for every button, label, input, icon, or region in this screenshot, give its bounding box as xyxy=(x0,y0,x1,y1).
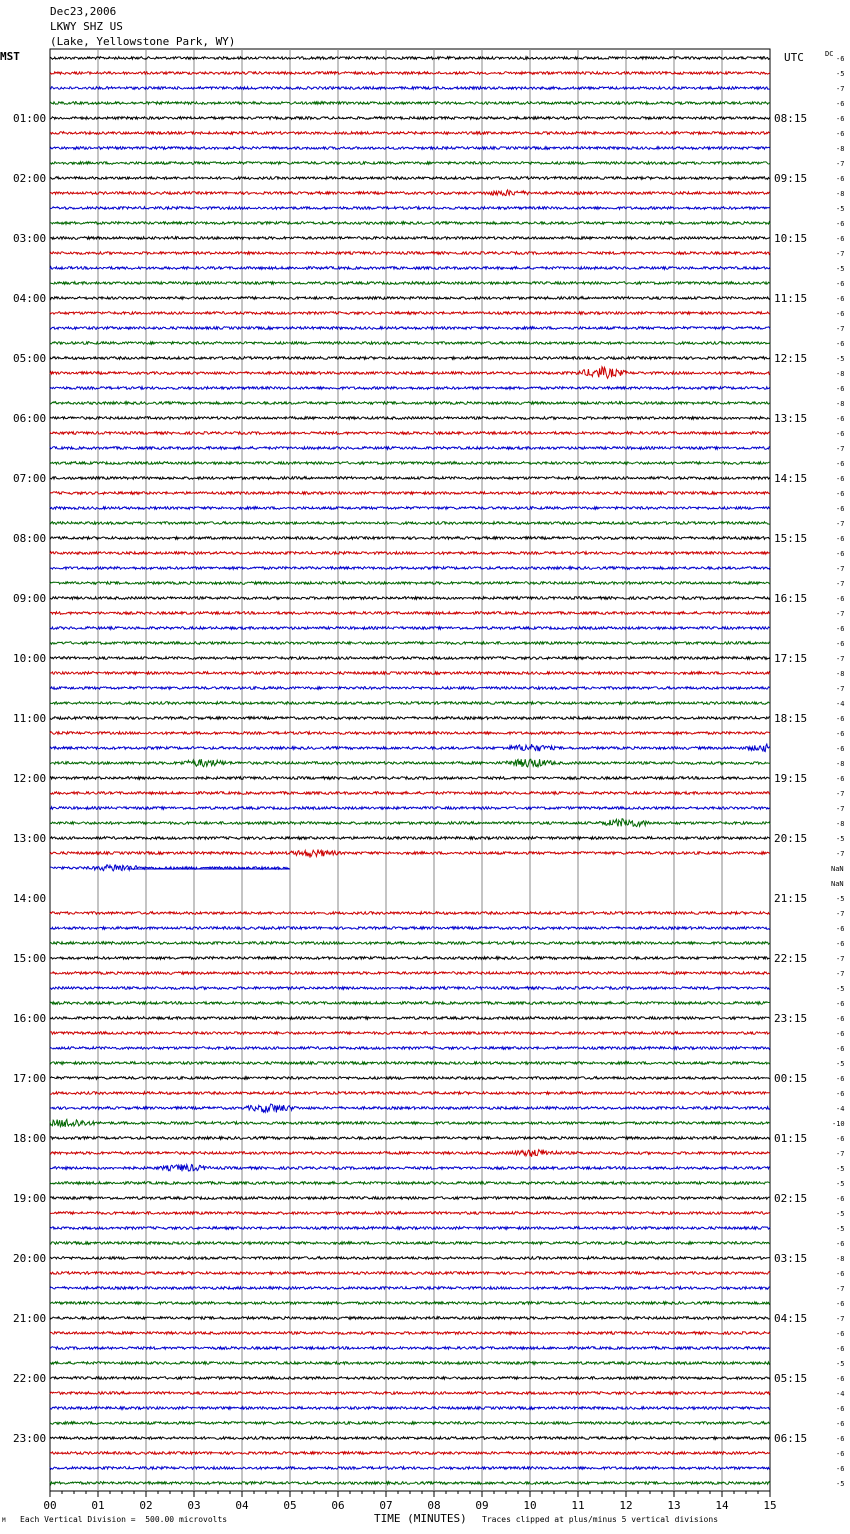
x-axis-title: TIME (MINUTES) xyxy=(374,1512,467,1525)
dc-offset-label: -6 xyxy=(836,1435,845,1443)
mst-hour-label: 04:00 xyxy=(13,292,47,305)
mst-hour-label: 20:00 xyxy=(13,1252,47,1265)
dc-offset-label: -7 xyxy=(836,445,845,453)
dc-offset-label: -6 xyxy=(836,595,845,603)
header-date: Dec23,2006 xyxy=(50,5,117,18)
dc-offset-label: -7 xyxy=(836,970,845,978)
trace-row xyxy=(50,207,770,210)
mst-hour-label: 19:00 xyxy=(13,1192,47,1205)
dc-offset-label: -6 xyxy=(836,925,845,933)
trace-row xyxy=(50,87,770,90)
dc-offset-label: -6 xyxy=(836,1045,845,1053)
dc-offset-label: -6 xyxy=(836,100,845,108)
dc-offset-label: -6 xyxy=(836,220,845,228)
dc-offset-label: -8 xyxy=(836,670,845,678)
x-tick-label: 07 xyxy=(379,1499,393,1512)
trace-row xyxy=(50,1377,770,1380)
dc-offset-label: -6 xyxy=(836,1000,845,1008)
dc-offset-labels xyxy=(831,55,845,1488)
trace-row xyxy=(50,567,770,570)
x-tick-label: 10 xyxy=(523,1499,537,1512)
trace-row xyxy=(50,132,770,135)
trace-row xyxy=(50,942,770,945)
dc-offset-label: -7 xyxy=(836,1150,845,1158)
dc-offset-label: -6 xyxy=(836,535,845,543)
trace-row xyxy=(50,1197,770,1200)
header-station: LKWY SHZ US xyxy=(50,20,123,33)
dc-offset-label: -8 xyxy=(836,145,845,153)
mst-hour-label: 03:00 xyxy=(13,232,47,245)
dc-offset-label: -6 xyxy=(836,1405,845,1413)
utc-hour-label: 20:15 xyxy=(774,832,808,845)
dc-offset-label: -6 xyxy=(836,475,845,483)
utc-hour-label: 15:15 xyxy=(774,532,808,545)
dc-offset-label: -5 xyxy=(836,1180,845,1188)
trace-row xyxy=(50,432,770,435)
dc-offset-label: -6 xyxy=(836,550,845,558)
dc-offset-label: -5 xyxy=(836,985,845,993)
seismic-traces xyxy=(50,57,770,1485)
x-tick-label: 08 xyxy=(427,1499,441,1512)
dc-offset-label: -5 xyxy=(836,70,845,78)
dc-offset-label: -6 xyxy=(836,430,845,438)
dc-offset-label: -7 xyxy=(836,955,845,963)
trace-row xyxy=(50,642,770,645)
trace-row xyxy=(50,597,770,600)
trace-row xyxy=(50,1257,770,1260)
trace-row xyxy=(50,957,770,960)
dc-offset-label: -6 xyxy=(836,1090,845,1098)
dc-offset-label: -5 xyxy=(836,1165,845,1173)
trace-row xyxy=(50,792,770,795)
dc-offset-label: -5 xyxy=(836,1225,845,1233)
trace-row xyxy=(50,507,770,510)
trace-row xyxy=(50,1017,770,1020)
utc-hour-label: 02:15 xyxy=(774,1192,808,1205)
trace-row xyxy=(50,462,770,465)
utc-hour-label: 23:15 xyxy=(774,1012,808,1025)
dc-offset-label: -4 xyxy=(836,1390,845,1398)
trace-row xyxy=(50,1092,770,1095)
utc-hour-label: 01:15 xyxy=(774,1132,808,1145)
trace-row xyxy=(50,687,770,690)
dc-offset-label: -7 xyxy=(836,160,845,168)
utc-hour-label: 04:15 xyxy=(774,1312,808,1325)
dc-offset-label: -8 xyxy=(836,190,845,198)
dc-offset-label: -6 xyxy=(836,1465,845,1473)
dc-offset-label: -6 xyxy=(836,55,845,63)
trace-row xyxy=(50,717,770,720)
mst-hour-label: 10:00 xyxy=(13,652,47,665)
mst-hour-label: 09:00 xyxy=(13,592,47,605)
mst-hour-label: 13:00 xyxy=(13,832,47,845)
dc-offset-label: -10 xyxy=(832,1120,845,1128)
trace-row xyxy=(50,522,770,525)
trace-row xyxy=(50,1452,770,1455)
mst-hour-label: 05:00 xyxy=(13,352,47,365)
trace-row xyxy=(50,819,770,827)
dc-offset-label: -7 xyxy=(836,790,845,798)
trace-row xyxy=(50,1032,770,1035)
mst-hour-label: 15:00 xyxy=(13,952,47,965)
dc-offset-label: -7 xyxy=(836,610,845,618)
dc-offset-label: -7 xyxy=(836,520,845,528)
trace-row xyxy=(50,552,770,555)
trace-row xyxy=(50,57,770,60)
trace-row xyxy=(50,117,770,120)
trace-row xyxy=(50,1182,770,1185)
dc-offset-label: -6 xyxy=(836,1375,845,1383)
trace-row xyxy=(50,267,770,270)
utc-hour-label: 00:15 xyxy=(774,1072,808,1085)
trace-row xyxy=(50,252,770,255)
dc-offset-label: -6 xyxy=(836,115,845,123)
trace-row xyxy=(50,1272,770,1275)
x-tick-label: 11 xyxy=(571,1499,585,1512)
minute-gridlines xyxy=(50,49,770,1491)
trace-row xyxy=(50,492,770,495)
dc-offset-label: -5 xyxy=(836,205,845,213)
dc-label: DC xyxy=(825,50,834,58)
dc-offset-label: -6 xyxy=(836,730,845,738)
trace-row xyxy=(50,342,770,345)
trace-row xyxy=(50,447,770,450)
dc-offset-label: -6 xyxy=(836,745,845,753)
dc-offset-label: -6 xyxy=(836,1450,845,1458)
dc-offset-label: -6 xyxy=(836,280,845,288)
utc-hour-label: 13:15 xyxy=(774,412,808,425)
mst-hour-label: 17:00 xyxy=(13,1072,47,1085)
mst-hour-label: 08:00 xyxy=(13,532,47,545)
trace-row xyxy=(50,1392,770,1395)
trace-row xyxy=(50,1302,770,1305)
dc-offset-label: -6 xyxy=(836,235,845,243)
trace-row xyxy=(50,357,770,360)
dc-offset-label: -7 xyxy=(836,1285,845,1293)
dc-offset-label: -7 xyxy=(836,250,845,258)
dc-offset-label: -6 xyxy=(836,415,845,423)
trace-row xyxy=(50,1212,770,1215)
trace-row xyxy=(50,190,770,196)
header-location: (Lake, Yellowstone Park, WY) xyxy=(50,35,236,48)
trace-row xyxy=(50,537,770,540)
corner-mark: M xyxy=(2,1517,6,1524)
trace-row xyxy=(50,297,770,300)
x-axis xyxy=(43,1491,776,1512)
dc-offset-label: -6 xyxy=(836,1030,845,1038)
trace-row xyxy=(50,927,770,930)
trace-row xyxy=(50,672,770,675)
mst-hour-label: 01:00 xyxy=(13,112,47,125)
dc-offset-label: -6 xyxy=(836,490,845,498)
dc-offset-label: -8 xyxy=(836,1255,845,1263)
x-tick-label: 06 xyxy=(331,1499,345,1512)
dc-offset-label: -6 xyxy=(836,640,845,648)
trace-row xyxy=(50,612,770,615)
trace-row xyxy=(50,1077,770,1080)
x-tick-label: 12 xyxy=(619,1499,633,1512)
trace-row xyxy=(50,744,770,752)
dc-offset-label: -6 xyxy=(836,1270,845,1278)
dc-offset-label: -7 xyxy=(836,565,845,573)
trace-row xyxy=(50,312,770,315)
trace-row xyxy=(50,850,770,857)
trace-row xyxy=(50,777,770,780)
trace-row xyxy=(50,1332,770,1335)
x-tick-label: 03 xyxy=(187,1499,201,1512)
dc-offset-label: -6 xyxy=(836,1420,845,1428)
dc-offset-label: -6 xyxy=(836,385,845,393)
dc-offset-label: -8 xyxy=(836,820,845,828)
mst-hour-label: 02:00 xyxy=(13,172,47,185)
dc-offset-label: -6 xyxy=(836,175,845,183)
dc-offset-label: -6 xyxy=(836,715,845,723)
dc-offset-label: -6 xyxy=(836,1330,845,1338)
dc-offset-label: -6 xyxy=(836,130,845,138)
trace-row xyxy=(50,1317,770,1320)
trace-row xyxy=(50,1150,770,1157)
trace-row xyxy=(50,1362,770,1365)
dc-offset-label: -7 xyxy=(836,655,845,663)
trace-row xyxy=(50,912,770,915)
dc-offset-label: NaN xyxy=(831,865,844,873)
dc-offset-label: -7 xyxy=(836,1315,845,1323)
dc-offset-label: -6 xyxy=(836,310,845,318)
mst-hour-label: 21:00 xyxy=(13,1312,47,1325)
x-tick-label: 09 xyxy=(475,1499,489,1512)
utc-hour-label: 10:15 xyxy=(774,232,808,245)
trace-row xyxy=(50,367,770,379)
trace-row xyxy=(50,837,770,840)
scale-note: Each Vertical Division = 500.00 microvolts xyxy=(20,1515,228,1524)
trace-row xyxy=(50,1467,770,1470)
dc-offset-label: -8 xyxy=(836,370,845,378)
utc-hour-label: 03:15 xyxy=(774,1252,808,1265)
x-tick-label: 13 xyxy=(667,1499,681,1512)
trace-row xyxy=(50,162,770,165)
dc-offset-label: -6 xyxy=(836,295,845,303)
utc-hour-label: 09:15 xyxy=(774,172,808,185)
dc-offset-label: -5 xyxy=(836,1210,845,1218)
trace-row xyxy=(50,1119,770,1127)
trace-row xyxy=(50,807,770,810)
dc-offset-label: -7 xyxy=(836,685,845,693)
x-tick-label: 14 xyxy=(715,1499,729,1512)
trace-row xyxy=(50,657,770,660)
trace-row xyxy=(50,1242,770,1245)
plot-frame xyxy=(50,49,770,1491)
dc-offset-label: -5 xyxy=(836,1360,845,1368)
dc-offset-label: -6 xyxy=(836,1240,845,1248)
dc-offset-label: -5 xyxy=(836,835,845,843)
mst-label: MST xyxy=(0,50,20,63)
dc-offset-label: -6 xyxy=(836,1345,845,1353)
trace-row xyxy=(50,1422,770,1425)
dc-offset-label: -5 xyxy=(836,265,845,273)
utc-hour-label: 19:15 xyxy=(774,772,808,785)
x-tick-label: 02 xyxy=(139,1499,153,1512)
dc-offset-label: -6 xyxy=(836,460,845,468)
trace-row xyxy=(50,1047,770,1050)
trace-row xyxy=(50,147,770,150)
dc-offset-label: -7 xyxy=(836,580,845,588)
trace-row xyxy=(50,1407,770,1410)
trace-row xyxy=(50,1347,770,1350)
dc-offset-label: -5 xyxy=(836,1480,845,1488)
dc-offset-label: -5 xyxy=(836,1060,845,1068)
trace-row xyxy=(50,732,770,735)
utc-hour-label: 05:15 xyxy=(774,1372,808,1385)
dc-offset-label: -6 xyxy=(836,505,845,513)
dc-offset-label: -5 xyxy=(836,355,845,363)
trace-row xyxy=(50,1437,770,1440)
dc-offset-label: -6 xyxy=(836,1135,845,1143)
clip-note: Traces clipped at plus/minus 5 vertical divisions xyxy=(482,1515,719,1524)
mst-hour-label: 18:00 xyxy=(13,1132,47,1145)
dc-offset-label: -7 xyxy=(836,85,845,93)
mst-hour-label: 22:00 xyxy=(13,1372,47,1385)
dc-offset-label: -6 xyxy=(836,1300,845,1308)
trace-row xyxy=(50,1482,770,1485)
utc-hour-label: 21:15 xyxy=(774,892,808,905)
trace-row xyxy=(50,1227,770,1230)
dc-offset-label: -4 xyxy=(836,700,845,708)
x-tick-label: 15 xyxy=(763,1499,777,1512)
trace-row xyxy=(50,477,770,480)
trace-row xyxy=(50,282,770,285)
dc-offset-label: -7 xyxy=(836,325,845,333)
trace-row xyxy=(50,759,770,767)
dc-offset-label: -7 xyxy=(836,910,845,918)
utc-hour-label: 22:15 xyxy=(774,952,808,965)
utc-hour-label: 08:15 xyxy=(774,112,808,125)
trace-row xyxy=(50,702,770,705)
trace-row xyxy=(50,417,770,420)
utc-hour-label: 16:15 xyxy=(774,592,808,605)
mst-hour-label: 23:00 xyxy=(13,1432,47,1445)
trace-row xyxy=(50,102,770,105)
utc-hour-label: 12:15 xyxy=(774,352,808,365)
trace-row xyxy=(50,72,770,75)
dc-offset-label: -6 xyxy=(836,940,845,948)
utc-hour-label: 18:15 xyxy=(774,712,808,725)
trace-row xyxy=(50,402,770,405)
trace-row xyxy=(50,387,770,390)
trace-row xyxy=(50,222,770,225)
x-tick-label: 01 xyxy=(91,1499,105,1512)
trace-row xyxy=(50,1062,770,1065)
mst-hour-label: 14:00 xyxy=(13,892,47,905)
mst-hour-label: 12:00 xyxy=(13,772,47,785)
mst-hour-label: 11:00 xyxy=(13,712,47,725)
mst-hour-label: 16:00 xyxy=(13,1012,47,1025)
trace-row xyxy=(50,987,770,990)
trace-row xyxy=(50,865,290,871)
x-tick-label: 00 xyxy=(43,1499,57,1512)
trace-row xyxy=(50,1002,770,1005)
mst-hour-label: 07:00 xyxy=(13,472,47,485)
trace-row xyxy=(50,327,770,330)
dc-offset-label: -6 xyxy=(836,1015,845,1023)
trace-row xyxy=(50,1137,770,1140)
trace-row xyxy=(50,1104,770,1112)
dc-offset-label: -8 xyxy=(836,760,845,768)
dc-offset-label: -7 xyxy=(836,805,845,813)
dc-offset-label: -6 xyxy=(836,775,845,783)
trace-row xyxy=(50,1287,770,1290)
utc-hour-label: 06:15 xyxy=(774,1432,808,1445)
utc-hour-label: 17:15 xyxy=(774,652,808,665)
trace-row xyxy=(50,237,770,240)
dc-offset-label: -8 xyxy=(836,400,845,408)
dc-offset-label: -6 xyxy=(836,1195,845,1203)
utc-hour-label: 14:15 xyxy=(774,472,808,485)
dc-offset-label: -4 xyxy=(836,1105,845,1113)
trace-row xyxy=(50,972,770,975)
dc-offset-label: -7 xyxy=(836,850,845,858)
trace-row xyxy=(50,177,770,180)
x-tick-label: 04 xyxy=(235,1499,249,1512)
dc-offset-label: -6 xyxy=(836,625,845,633)
dc-offset-label: -6 xyxy=(836,1075,845,1083)
trace-row xyxy=(50,627,770,630)
utc-label: UTC xyxy=(784,51,804,64)
mst-hour-label: 06:00 xyxy=(13,412,47,425)
dc-offset-label: -5 xyxy=(836,895,845,903)
utc-hour-label: 11:15 xyxy=(774,292,808,305)
trace-row xyxy=(50,1164,770,1171)
dc-offset-label: NaN xyxy=(831,880,844,888)
trace-row xyxy=(50,582,770,585)
x-tick-label: 05 xyxy=(283,1499,297,1512)
dc-offset-label: -6 xyxy=(836,340,845,348)
